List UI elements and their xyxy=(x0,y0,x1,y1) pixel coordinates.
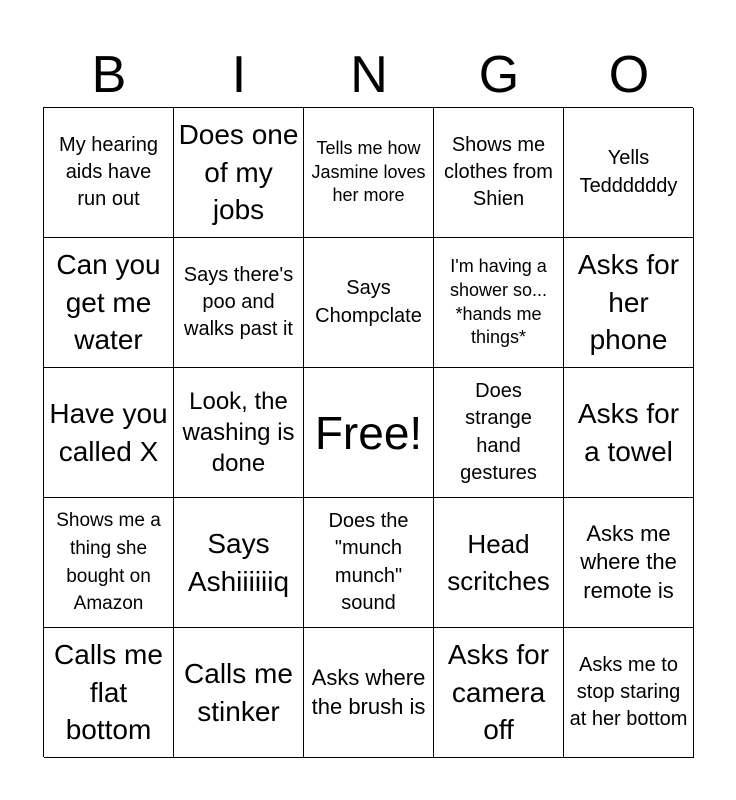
bingo-cell[interactable] xyxy=(564,108,694,238)
bingo-cell[interactable] xyxy=(174,628,304,758)
cell-text: Can you get me water xyxy=(56,249,161,356)
bingo-cell[interactable] xyxy=(174,108,304,238)
header-letter-b: B xyxy=(91,46,127,104)
bingo-cell[interactable] xyxy=(44,628,174,758)
bingo-cell[interactable] xyxy=(174,498,304,628)
bingo-cell[interactable] xyxy=(304,628,434,758)
cell-text: Calls me stinker xyxy=(184,657,293,727)
bingo-cell[interactable] xyxy=(434,368,564,498)
cell-text: Says there's poo and walks past it xyxy=(183,263,294,341)
cell-text: My hearing aids have run out xyxy=(59,133,158,211)
bingo-cell[interactable] xyxy=(564,368,694,498)
bingo-cell[interactable] xyxy=(44,498,174,628)
bingo-cell[interactable] xyxy=(434,498,564,628)
cell-text: Asks for camera off xyxy=(447,639,550,746)
bingo-cell[interactable] xyxy=(304,108,434,238)
cell-text: Calls me flat bottom xyxy=(54,639,163,746)
bingo-cell[interactable] xyxy=(174,368,304,498)
cell-text: Does strange hand gestures xyxy=(460,380,537,484)
cell-text: Asks for a towel xyxy=(577,397,680,467)
bingo-cell[interactable] xyxy=(564,628,694,758)
cell-text: Look, the washing is done xyxy=(182,387,295,478)
cell-text: Shows me a thing she bought on Amazon xyxy=(56,510,161,615)
bingo-cell[interactable] xyxy=(434,238,564,368)
bingo-cell[interactable] xyxy=(44,108,174,238)
cell-text: Have you called X xyxy=(49,397,168,467)
cell-text: Asks me to stop staring at her bottom xyxy=(569,653,688,731)
cell-text: Says Ashiiiiiiq xyxy=(187,527,290,597)
bingo-cell[interactable] xyxy=(564,238,694,368)
header-letter-n: N xyxy=(350,46,388,104)
cell-text: Does one of my jobs xyxy=(178,119,299,226)
bingo-cell[interactable] xyxy=(564,498,694,628)
cell-text: Does the "munch munch" sound xyxy=(328,510,409,614)
header-letter-i: I xyxy=(231,46,247,104)
free-space-text: Free! xyxy=(314,406,423,459)
bingo-cell[interactable] xyxy=(304,238,434,368)
cell-text: I'm having a shower so... *hands me things* xyxy=(449,255,548,348)
bingo-header xyxy=(44,42,694,108)
bingo-cell[interactable] xyxy=(304,498,434,628)
cell-text: Asks for her phone xyxy=(577,249,680,356)
bingo-cell[interactable] xyxy=(434,108,564,238)
cell-text: Head scritches xyxy=(447,529,550,596)
free-space-cell[interactable] xyxy=(304,368,434,498)
cell-text: Asks where the brush is xyxy=(311,664,426,719)
bingo-board xyxy=(43,107,693,757)
header-letter-o: O xyxy=(608,46,650,104)
cell-text: Tells me how Jasmine loves her more xyxy=(311,137,426,206)
cell-text: Yells Teddddddy xyxy=(579,147,678,197)
bingo-cell[interactable] xyxy=(434,628,564,758)
cell-text: Asks me where the remote is xyxy=(580,520,677,603)
cell-text: Says Chompclate xyxy=(315,277,422,327)
bingo-cell[interactable] xyxy=(44,368,174,498)
bingo-cell[interactable] xyxy=(44,238,174,368)
header-letter-g: G xyxy=(478,46,520,104)
bingo-cell[interactable] xyxy=(174,238,304,368)
cell-text: Shows me clothes from Shien xyxy=(444,133,553,211)
